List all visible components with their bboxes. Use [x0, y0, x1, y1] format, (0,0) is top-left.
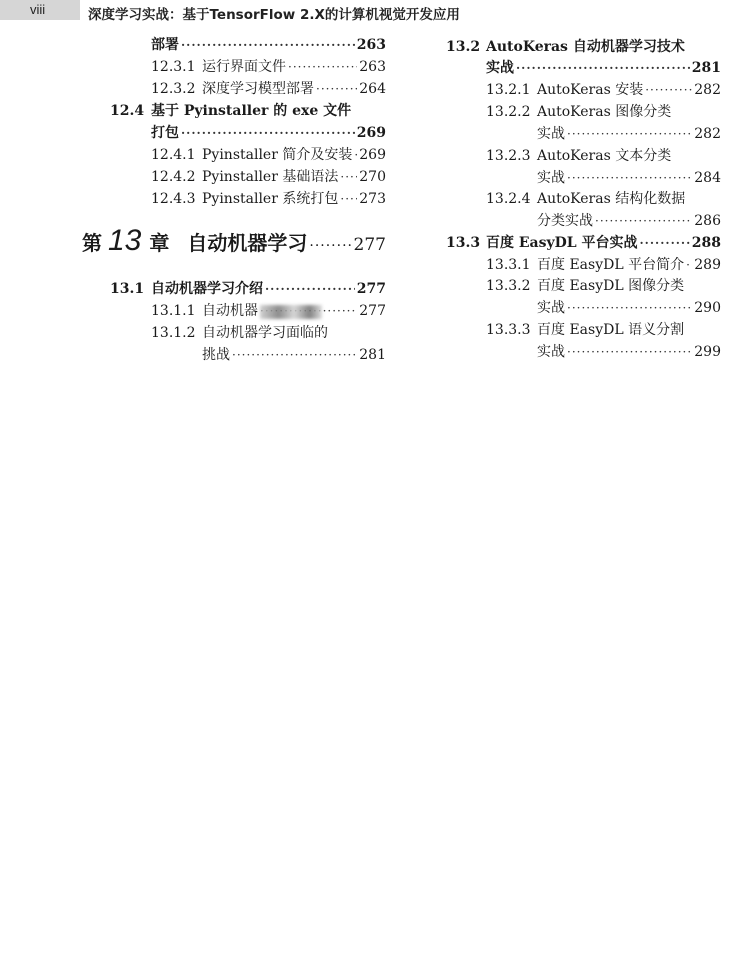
chapter-number: 13	[108, 224, 142, 257]
chapter-title: 自动机器学习	[187, 231, 308, 255]
toc-entry-title-cont: 分类实战	[537, 213, 593, 229]
dot-leader	[354, 148, 357, 162]
dot-leader	[340, 170, 357, 184]
toc-entry-13-1[interactable]	[110, 278, 386, 298]
toc-section-number: 13.3.3	[486, 322, 531, 338]
dot-leader	[567, 345, 692, 359]
toc-page-number: 282	[694, 126, 721, 142]
toc-entry-title: AutoKeras 自动机器学习技术	[486, 39, 685, 55]
toc-entry-13-1-2-line2[interactable]	[202, 344, 386, 364]
toc-entry-13-2-3-line1[interactable]	[486, 145, 671, 165]
dot-leader	[567, 301, 692, 315]
running-header	[0, 0, 750, 24]
toc-entry-title: Pyinstaller 简介及安装	[202, 147, 353, 163]
dot-leader	[181, 38, 355, 52]
toc-entry-title-cont: 实战	[537, 300, 565, 316]
toc-entry-title-cont: 实战	[486, 60, 514, 76]
toc-page-number: 277	[356, 281, 386, 297]
toc-section-number: 12.4.2	[151, 169, 196, 185]
book-title: 深度学习实战：基于TensorFlow 2.X的计算机视觉开发应用	[88, 7, 460, 23]
toc-entry-12-4-1[interactable]	[151, 144, 386, 164]
chapter-prefix: 第	[82, 231, 102, 255]
toc-entry-title: 自动机器	[202, 303, 258, 319]
dot-leader	[340, 192, 357, 206]
toc-entry-title: 基于 Pyinstaller 的 exe 文件	[151, 103, 352, 119]
dot-leader	[316, 82, 357, 96]
toc-entry-title-cont: 挑战	[202, 347, 230, 363]
toc-entry-title-cont: 实战	[537, 170, 565, 186]
toc-page-number: 282	[694, 82, 721, 98]
toc-entry-title: 自动机器学习介绍	[151, 281, 263, 297]
toc-section-number: 12.4.3	[151, 191, 196, 207]
toc-page-number: 286	[694, 213, 721, 229]
dot-leader	[309, 238, 351, 254]
toc-section-number: 13.3.2	[486, 278, 531, 294]
toc-section-number: 12.3.2	[151, 81, 196, 97]
toc-entry-13-3-3-line1[interactable]	[486, 319, 684, 339]
toc-entry-13-3-2-line1[interactable]	[486, 275, 684, 295]
toc-page-number: 281	[359, 347, 386, 363]
toc-section-number: 12.4.1	[151, 147, 196, 163]
toc-page-number: 289	[694, 257, 721, 273]
toc-entry-13-2-2-line2[interactable]	[537, 123, 721, 143]
toc-entry-title-cont: 打包	[151, 125, 179, 141]
toc-entry-title-cont: 实战	[537, 344, 565, 360]
dot-leader	[645, 83, 692, 97]
toc-entry-title: 运行界面文件	[202, 59, 286, 75]
toc-entry-13-2-2-line1[interactable]	[486, 101, 671, 121]
image-smudge	[260, 305, 322, 319]
toc-page-number: 273	[359, 191, 386, 207]
toc-entry-title: AutoKeras 结构化数据	[537, 191, 686, 207]
dot-leader	[288, 60, 357, 74]
toc-entry-12-4-line1[interactable]	[110, 100, 351, 120]
toc-section-number: 13.1	[110, 281, 145, 297]
dot-leader	[232, 348, 357, 362]
toc-page-number: 270	[359, 169, 386, 185]
toc-page-number: 263	[356, 37, 386, 53]
toc-entry-12-3-2[interactable]	[151, 78, 386, 98]
toc-entry-title: Pyinstaller 基础语法	[202, 169, 339, 185]
toc-entry-13-1-2-line1[interactable]	[151, 322, 328, 342]
dot-leader	[640, 236, 690, 250]
toc-entry-13-3-2-line2[interactable]	[537, 297, 721, 317]
dot-leader	[567, 127, 692, 141]
toc-entry-12-3-1[interactable]	[151, 56, 386, 76]
toc-entry-13-2-1[interactable]	[486, 79, 721, 99]
toc-entry-title: 百度 EasyDL 语义分割	[537, 322, 685, 338]
toc-entry-13-2-line1[interactable]	[446, 36, 685, 56]
toc-entry-13-2-4-line2[interactable]	[537, 210, 721, 230]
dot-leader	[567, 171, 692, 185]
toc-entry-title: 百度 EasyDL 平台简介	[537, 257, 685, 273]
toc-entry-13-2-3-line2[interactable]	[537, 167, 721, 187]
toc-page-number: 288	[691, 235, 721, 251]
dot-leader	[595, 214, 692, 228]
toc-entry-13-3[interactable]	[446, 232, 721, 252]
toc-page-number: 277	[359, 303, 386, 319]
toc-entry-13-2-line2[interactable]	[486, 57, 721, 77]
toc-entry-12-4-3[interactable]	[151, 188, 386, 208]
toc-entry-title: 百度 EasyDL 图像分类	[537, 278, 685, 294]
toc-page-number: 269	[359, 147, 386, 163]
toc-page-number: 284	[694, 170, 721, 186]
toc-section-number: 13.3	[446, 235, 481, 251]
toc-page-number: 263	[359, 59, 386, 75]
toc-entry-13-3-3-line2[interactable]	[537, 341, 721, 361]
toc-section-number: 13.2	[446, 39, 481, 55]
toc-page-number: 269	[356, 125, 386, 141]
toc-entry-13-3-1[interactable]	[486, 254, 721, 274]
toc-page-number: 299	[694, 344, 721, 360]
toc-section-number: 13.2.3	[486, 148, 531, 164]
toc-entry-title: 深度学习模型部署	[202, 81, 314, 97]
page-number: viii	[0, 0, 80, 20]
toc-section-number: 13.3.1	[486, 257, 531, 273]
toc-entry-title: 自动机器学习面临的	[202, 325, 328, 341]
toc-page-number: 290	[694, 300, 721, 316]
toc-section-number: 13.2.4	[486, 191, 531, 207]
dot-leader	[181, 126, 355, 140]
toc-entry-13-2-4-line1[interactable]	[486, 188, 685, 208]
toc-entry-title: 部署	[151, 37, 179, 53]
toc-entry-title-cont: 实战	[537, 126, 565, 142]
toc-entry-12-4-line2[interactable]	[151, 122, 386, 142]
chapter-13-heading[interactable]	[82, 224, 386, 260]
toc-entry-title: AutoKeras 文本分类	[537, 148, 672, 164]
chapter-suffix: 章	[149, 231, 170, 255]
toc-section-number: 12.3.1	[151, 59, 196, 75]
toc-entry-title: 百度 EasyDL 平台实战	[486, 235, 638, 251]
toc-page-number: 281	[691, 60, 721, 76]
toc-entry-12-3-continued[interactable]	[151, 34, 386, 54]
toc-entry-title: Pyinstaller 系统打包	[202, 191, 339, 207]
dot-leader	[516, 61, 690, 75]
toc-section-number: 13.2.2	[486, 104, 531, 120]
toc-section-number: 13.1.2	[151, 325, 196, 341]
toc-section-number: 12.4	[110, 103, 145, 119]
chapter-page-number: 277	[353, 235, 386, 255]
toc-entry-title: AutoKeras 安装	[537, 82, 644, 98]
toc-entry-12-4-2[interactable]	[151, 166, 386, 186]
toc-entry-title: AutoKeras 图像分类	[537, 104, 672, 120]
toc-section-number: 13.2.1	[486, 82, 531, 98]
toc-page-number: 264	[359, 81, 386, 97]
dot-leader	[265, 282, 355, 296]
dot-leader	[686, 258, 692, 272]
toc-section-number: 13.1.1	[151, 303, 196, 319]
